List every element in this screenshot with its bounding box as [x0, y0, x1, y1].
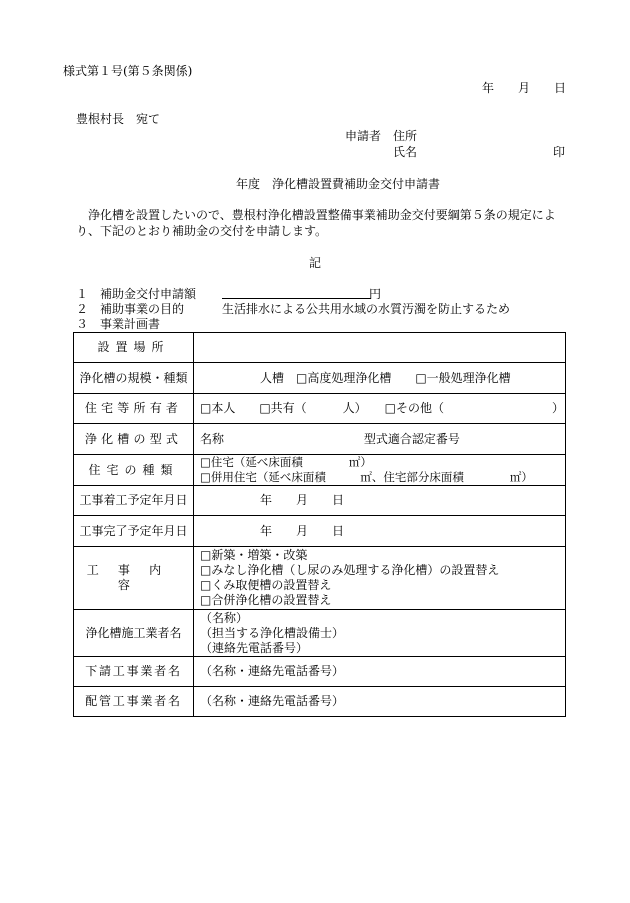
table-row	[74, 687, 566, 717]
date-line: 年 月 日	[482, 81, 567, 95]
house-type-option-mixed[interactable]: □併用住宅（延べ床面積 ㎡、住宅部分床面積 ㎡）	[200, 470, 533, 484]
ki-heading: 記	[309, 256, 322, 270]
scale-label: 浄化槽の規模・種類	[74, 363, 194, 394]
plan-table	[73, 332, 566, 717]
applicant-name-label: 氏名	[393, 145, 418, 159]
table-row	[74, 394, 566, 424]
house-type-option-house[interactable]: □住宅（延べ床面積 ㎡）	[200, 455, 372, 469]
model-name-label: 名称	[200, 431, 225, 446]
item-1-label: １ 補助金交付申請額	[76, 287, 197, 301]
body-text-line-1: 浄化槽を設置したいので、豊根村浄化槽設置整備事業補助金交付要綱第５条の規定によ	[88, 208, 556, 222]
applicant-address-label: 申請者 住所	[345, 129, 418, 143]
start-date-value[interactable]: 年 月 日	[194, 486, 566, 516]
owner-value[interactable]: □本人 □共有（ 人） □その他（ ）	[194, 394, 566, 424]
plumbing-label: 配管工事業者名	[74, 687, 194, 717]
work-content-label: 工事内容	[74, 547, 194, 610]
model-label: 浄化槽の型式	[74, 424, 194, 455]
contractor-label: 浄化槽施工業者名	[74, 610, 194, 657]
subcontractor-label: 下請工事業者名	[74, 657, 194, 687]
amount-unit: 円	[369, 287, 382, 301]
start-date-label: 工事着工予定年月日	[74, 486, 194, 516]
plumbing-value[interactable]: （名称・連絡先電話番号）	[194, 687, 566, 717]
item-2-label: ２ 補助事業の目的	[76, 302, 185, 316]
contractor-phone-line: （連絡先電話番号）	[200, 640, 309, 655]
amount-underline	[222, 298, 371, 299]
work-option-minashi-replace[interactable]: □みなし浄化槽（し尿のみ処理する浄化槽）の設置替え	[200, 563, 500, 577]
table-row	[74, 486, 566, 516]
work-option-new-build[interactable]: □新築・増築・改築	[200, 548, 308, 562]
table-row	[74, 455, 566, 486]
end-date-value[interactable]: 年 月 日	[194, 516, 566, 547]
install-location-cell[interactable]	[194, 333, 566, 363]
contractor-cell[interactable]	[194, 610, 566, 657]
contractor-name-line: （名称）	[200, 610, 249, 625]
work-option-kumitori-replace[interactable]: □くみ取便槽の設置替え	[200, 578, 332, 592]
model-cell[interactable]	[194, 424, 566, 455]
table-row	[74, 333, 566, 363]
house-type-label: 住宅の種類	[74, 455, 194, 486]
addressee: 豊根村長 宛て	[76, 112, 161, 126]
item-3-label: ３ 事業計画書	[76, 317, 161, 331]
table-row	[74, 363, 566, 394]
work-content-cell[interactable]	[194, 547, 566, 610]
work-option-gappei-replace[interactable]: □合併浄化槽の設置替え	[200, 593, 332, 607]
table-row	[74, 424, 566, 455]
model-cert-label: 型式適合認定番号	[363, 431, 460, 446]
table-row	[74, 516, 566, 547]
scale-value[interactable]: 人槽 □高度処理浄化槽 □一般処理浄化槽	[194, 363, 566, 394]
contractor-technician-line: （担当する浄化槽設備士）	[200, 625, 345, 640]
subcontractor-value[interactable]: （名称・連絡先電話番号）	[194, 657, 566, 687]
table-row	[74, 657, 566, 687]
item-2-value: 生活排水による公共用水域の水質汚濁を防止するため	[222, 302, 511, 316]
owner-label: 住宅等所有者	[74, 394, 194, 424]
install-location-label: 設置場所	[74, 333, 194, 363]
body-text-line-2: り、下記のとおり補助金の交付を申請します。	[76, 224, 328, 238]
table-row	[74, 610, 566, 657]
form-title: 年度 浄化槽設置費補助金交付申請書	[236, 177, 441, 191]
table-row	[74, 547, 566, 610]
end-date-label: 工事完了予定年月日	[74, 516, 194, 547]
seal-mark: 印	[553, 145, 566, 159]
house-type-cell[interactable]	[194, 455, 566, 486]
form-number: 様式第１号(第５条関係)	[63, 64, 193, 78]
